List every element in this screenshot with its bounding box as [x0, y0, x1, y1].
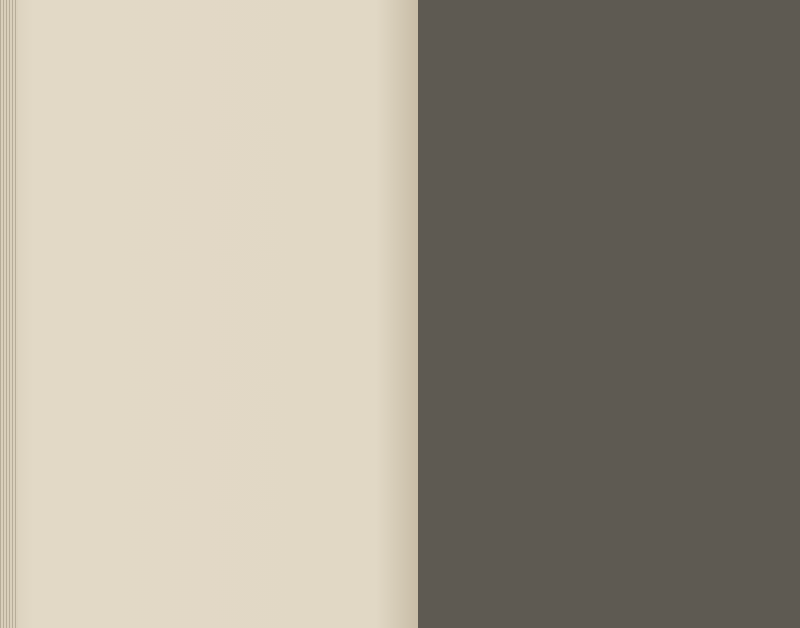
- page-edge: [0, 0, 18, 628]
